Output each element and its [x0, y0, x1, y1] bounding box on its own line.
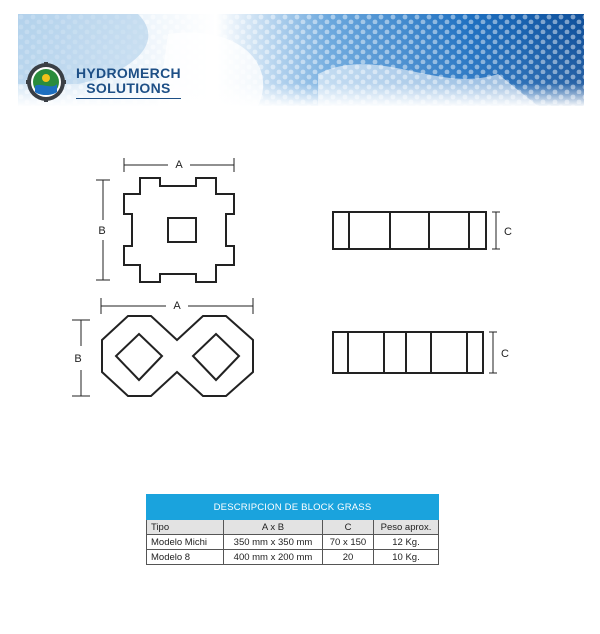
michi-block-side-view [333, 212, 486, 249]
ocho-label-a: A [173, 300, 181, 312]
cell-peso: 10 Kg. [374, 550, 439, 565]
michi-label-a: A [175, 159, 183, 171]
ocho-block-top-view [102, 316, 253, 396]
cell-c: 20 [323, 550, 374, 565]
michi-label-b: B [98, 225, 106, 237]
table-header-row [147, 520, 439, 535]
cell-axb: 400 mm x 200 mm [224, 550, 323, 565]
column-header-axb: A x B [224, 520, 323, 535]
cell-c: 70 x 150 [323, 535, 374, 550]
table-row [147, 550, 439, 565]
brand-line-2: SOLUTIONS [86, 79, 171, 96]
ocho-dimension-c [489, 332, 497, 373]
column-header-c: C [323, 520, 374, 535]
column-header-peso: Peso aprox. [374, 520, 439, 535]
cell-tipo: Modelo 8 [147, 550, 224, 565]
ocho-label-b: B [74, 353, 82, 365]
block-grass-spec-table [146, 494, 439, 565]
michi-label-c: C [504, 226, 512, 238]
brand-line-1: HYDROMERCH [76, 64, 181, 81]
column-header-tipo: Tipo [147, 520, 224, 535]
cell-tipo: Modelo Michi [147, 535, 224, 550]
cell-axb: 350 mm x 350 mm [224, 535, 323, 550]
ocho-block-side-view [333, 332, 483, 373]
table-title: DESCRIPCION DE BLOCK GRASS [147, 495, 439, 520]
michi-dimension-c [492, 212, 500, 249]
ocho-label-c: C [501, 348, 509, 360]
michi-block-top-view [124, 178, 234, 282]
table-row [147, 535, 439, 550]
cell-peso: 12 Kg. [374, 535, 439, 550]
